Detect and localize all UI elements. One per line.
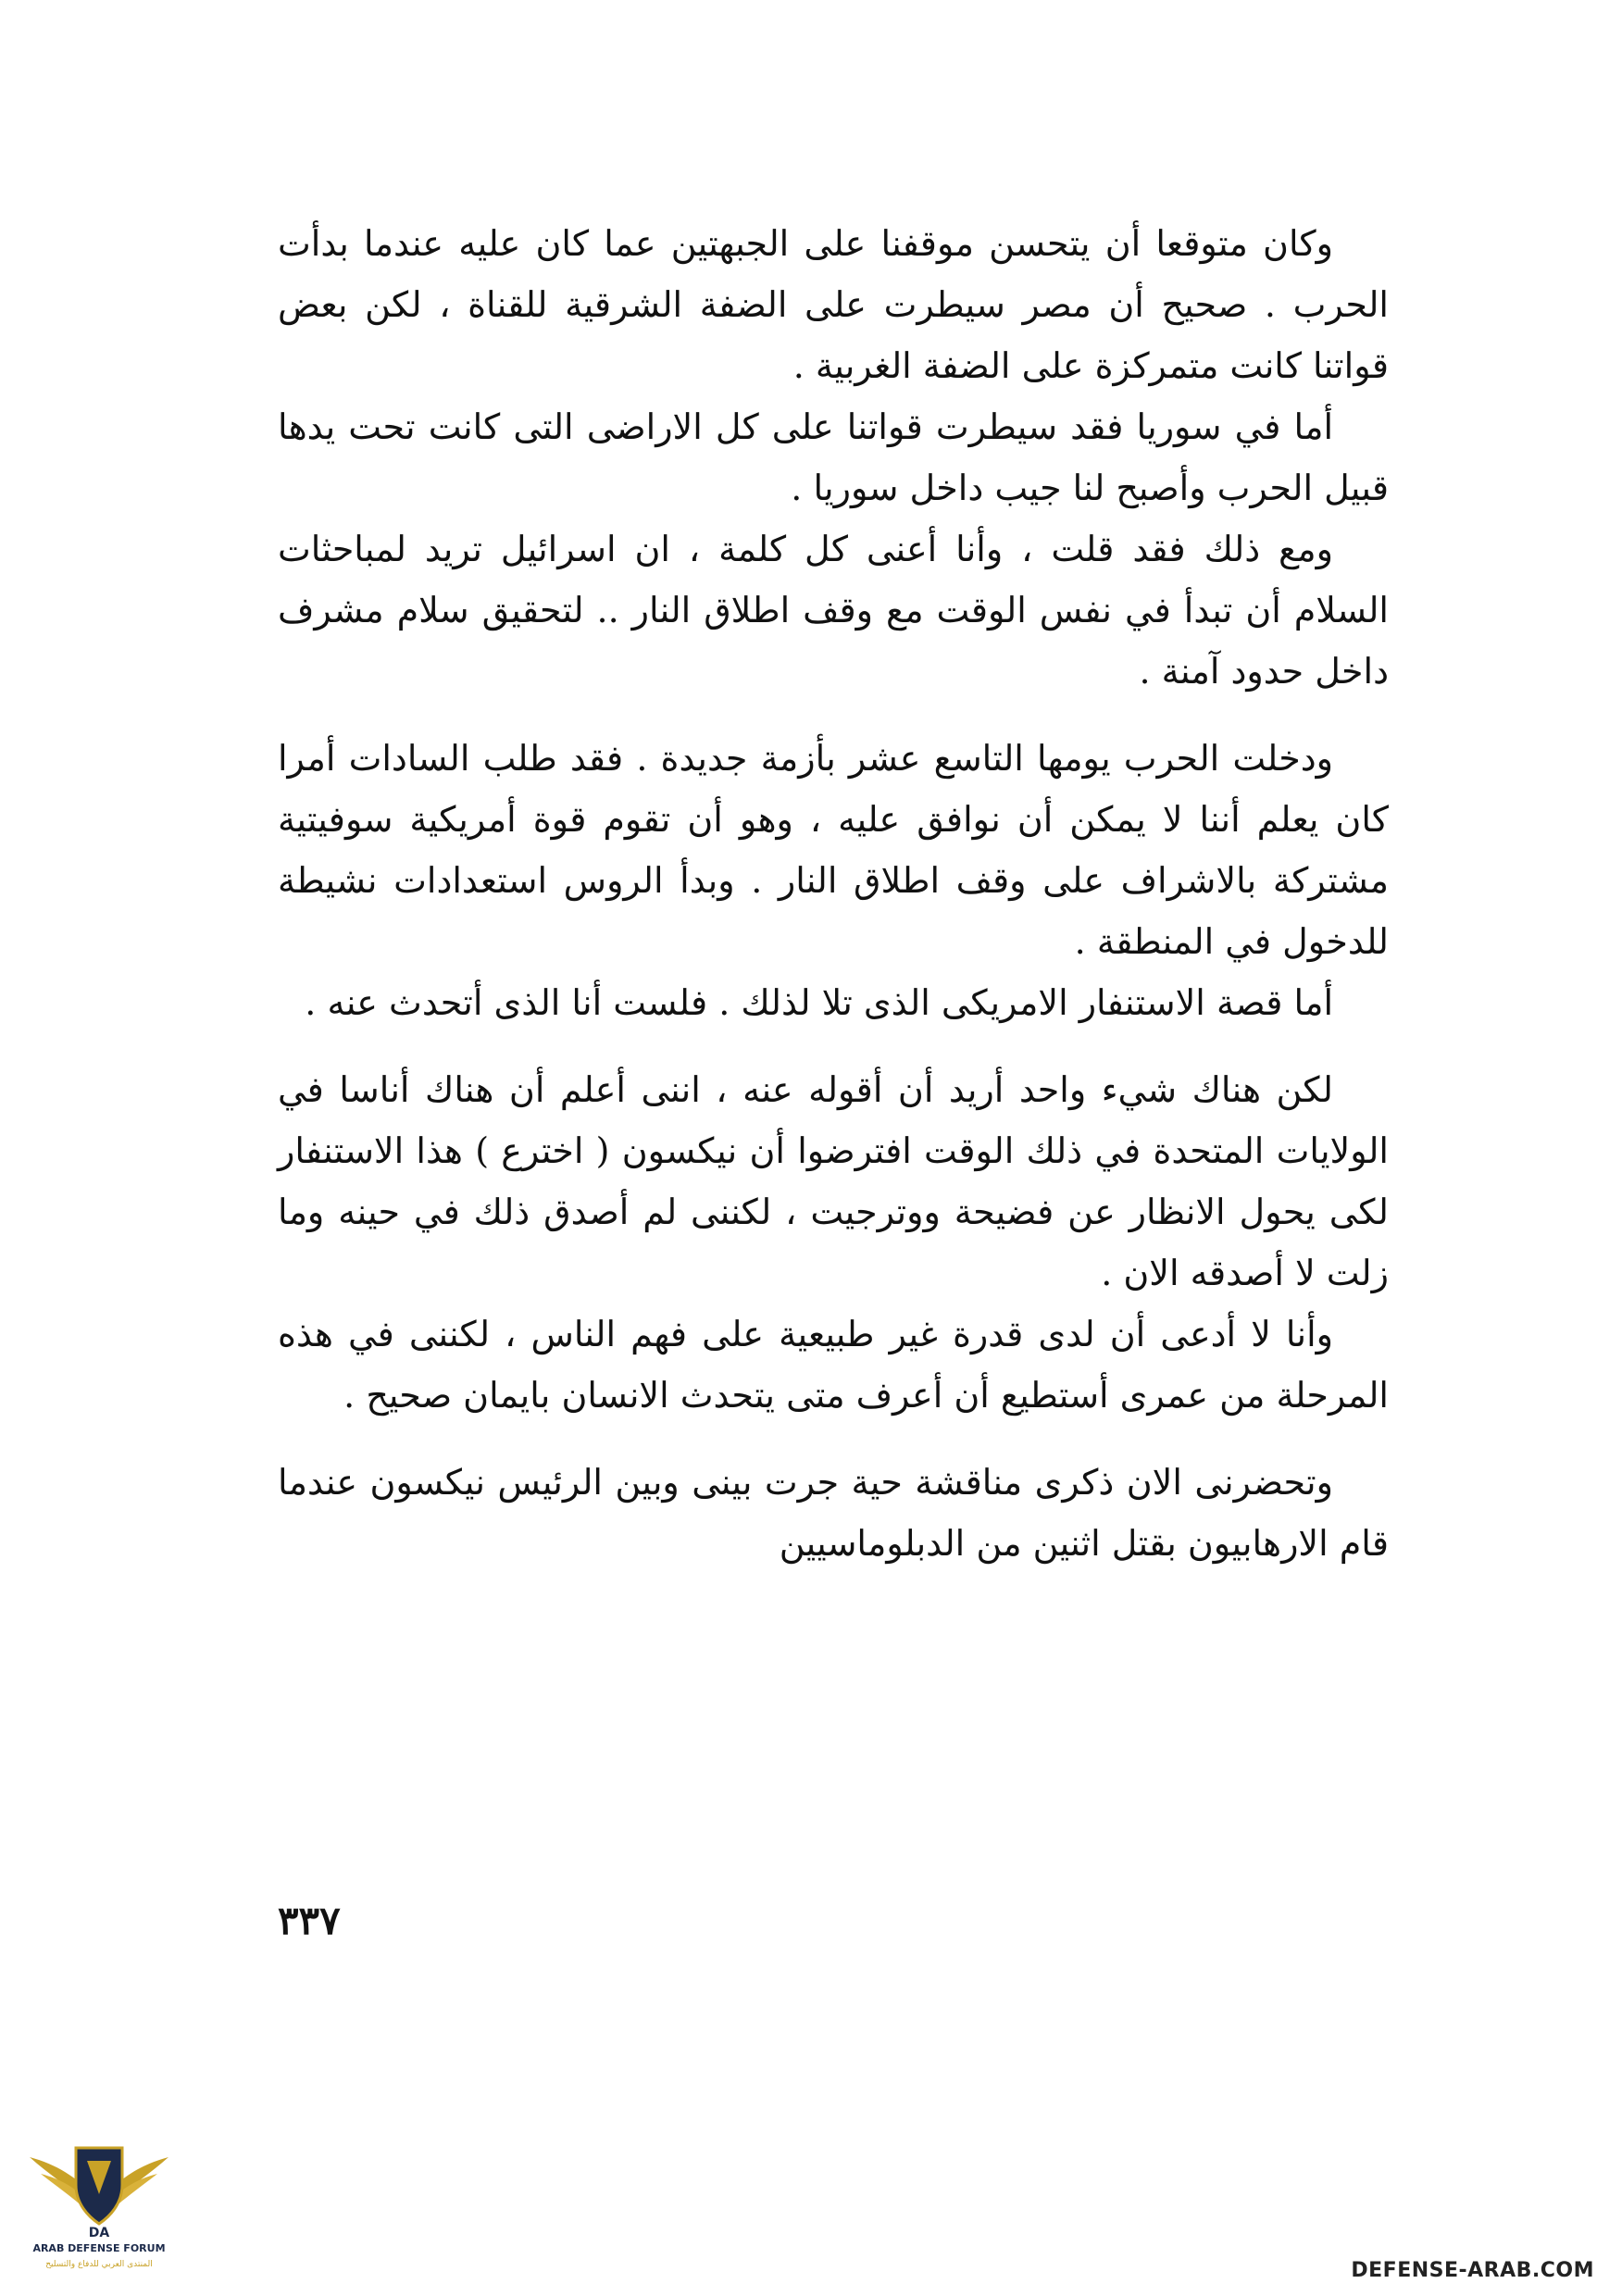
page-number: ٣٣٧ [278, 1898, 341, 1943]
forum-logo-icon [20, 2120, 178, 2277]
logo-top-text: DA [88, 2226, 110, 2240]
paragraph-5: أما قصة الاستنفار الامريكى الذى تلا لذلك . فلست أنا الذى أتحدث عنه . [305, 982, 1333, 1023]
paragraph-2: أما في سوريا فقد سيطرت قواتنا على كل الاراضى التى كانت تحت يدها قبيل الحرب وأصبح لنا جيب داخل سوريا . [278, 406, 1389, 508]
site-url: DEFENSE-ARAB.COM [1351, 2259, 1594, 2282]
logo-arabic-text: المنتدى العربي للدفاع والتسليح [45, 2260, 153, 2269]
paragraph-8: وتحضرنى الان ذكرى مناقشة حية جرت بينى وبين الرئيس نيكسون عندما قام الارهابيون بقتل اثنين من الدبلوماسيين [278, 1462, 1389, 1564]
page-body [278, 213, 1389, 1574]
paragraph-6: لكن هناك شيء واحد أريد أن أقوله عنه ، اننى أعلم أن هناك أناسا في الولايات المتحدة في ذلك الوقت افترضوا أن نيكسون ( اخترع ) هذا الاستنفار لكى يحول الانظار عن فضيحة ووترجيت ، لكننى لم أصدق ذلك في حينه وما زلت لا أصدقه الان . [278, 1069, 1389, 1293]
paragraph-4: ودخلت الحرب يومها التاسع عشر بأزمة جديدة . فقد طلب السادات أمرا كان يعلم أننا لا يمكن أن نوافق عليه ، وهو أن تقوم قوة أمريكية سوفيتية مشتركة بالاشراف على وقف اطلاق النار . وبدأ الروس استعدادات نشيطة للدخول في المنطقة . [278, 738, 1389, 962]
logo-name-text: ARAB DEFENSE FORUM [32, 2242, 166, 2254]
paragraph-7: وأنا لا أدعى أن لدى قدرة غير طبيعية على فهم الناس ، لكننى في هذه المرحلة من عمرى أستطيع أن أعرف متى يتحدث الانسان بايمان صحيح . [278, 1314, 1389, 1416]
paragraph-1: وكان متوقعا أن يتحسن موقفنا على الجبهتين عما كان عليه عندما بدأت الحرب . صحيح أن مصر سيطرت على الضفة الشرقية للقناة ، لكن بعض قواتنا كانت متمركزة على الضفة الغربية . [278, 223, 1389, 386]
paragraph-3: ومع ذلك فقد قلت ، وأنا أعنى كل كلمة ، ان اسرائيل تريد لمباحثات السلام أن تبدأ في نفس الوقت مع وقف اطلاق النار .. لتحقيق سلام مشرف داخل حدود آمنة . [278, 529, 1389, 692]
